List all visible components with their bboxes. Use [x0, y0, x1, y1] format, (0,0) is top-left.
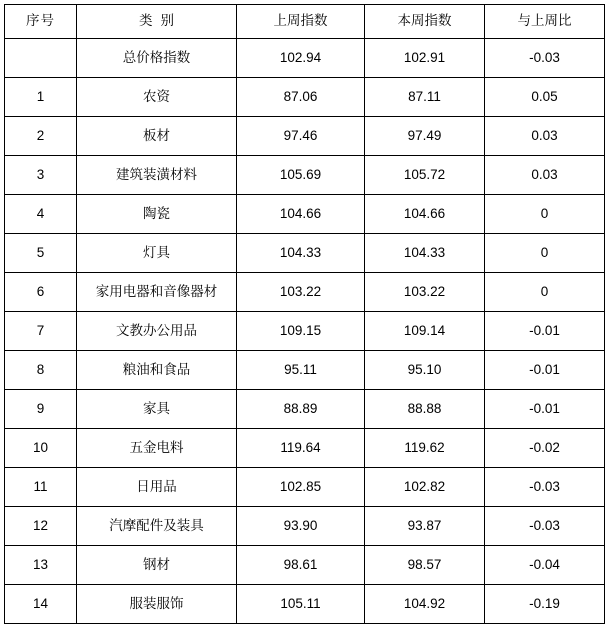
- cell-category: 农资: [77, 78, 237, 117]
- cell-this-week: 104.66: [365, 195, 485, 234]
- cell-this-week: 105.72: [365, 156, 485, 195]
- table-row: [5, 312, 605, 351]
- table-row: [5, 585, 605, 624]
- cell-change: -0.01: [485, 390, 605, 429]
- table-row: [5, 234, 605, 273]
- column-header-category-part1: 类: [139, 13, 153, 29]
- cell-category: 家用电器和音像器材: [77, 273, 237, 312]
- cell-this-week: 109.14: [365, 312, 485, 351]
- cell-change: -0.03: [485, 507, 605, 546]
- column-header-category: [77, 5, 237, 39]
- cell-last-week: 103.22: [237, 273, 365, 312]
- table-row: [5, 390, 605, 429]
- table-row: [5, 546, 605, 585]
- cell-change: -0.19: [485, 585, 605, 624]
- cell-last-week: 88.89: [237, 390, 365, 429]
- column-header-this-week: 本周指数: [365, 5, 485, 39]
- cell-seq: 1: [5, 78, 77, 117]
- table-row: [5, 156, 605, 195]
- cell-category: 汽摩配件及装具: [77, 507, 237, 546]
- table-row: [5, 429, 605, 468]
- table-row: [5, 78, 605, 117]
- cell-last-week: 93.90: [237, 507, 365, 546]
- cell-this-week: 102.82: [365, 468, 485, 507]
- cell-seq: 10: [5, 429, 77, 468]
- cell-category: 陶瓷: [77, 195, 237, 234]
- cell-change: 0.05: [485, 78, 605, 117]
- cell-category: 日用品: [77, 468, 237, 507]
- price-index-table: [4, 4, 605, 624]
- cell-last-week: 109.15: [237, 312, 365, 351]
- cell-this-week: 104.92: [365, 585, 485, 624]
- table-header: [5, 5, 605, 39]
- cell-category: 板材: [77, 117, 237, 156]
- cell-last-week: 102.85: [237, 468, 365, 507]
- cell-change: -0.03: [485, 468, 605, 507]
- cell-last-week: 97.46: [237, 117, 365, 156]
- cell-last-week: 104.33: [237, 234, 365, 273]
- cell-this-week: 119.62: [365, 429, 485, 468]
- table-row: [5, 468, 605, 507]
- cell-this-week: 95.10: [365, 351, 485, 390]
- cell-seq: 6: [5, 273, 77, 312]
- cell-change: 0: [485, 234, 605, 273]
- table-row: [5, 507, 605, 546]
- cell-change: 0.03: [485, 156, 605, 195]
- cell-category: 五金电料: [77, 429, 237, 468]
- cell-seq: 2: [5, 117, 77, 156]
- cell-this-week: 102.91: [365, 39, 485, 78]
- cell-seq: 13: [5, 546, 77, 585]
- cell-last-week: 119.64: [237, 429, 365, 468]
- table-row: [5, 351, 605, 390]
- table-row: [5, 117, 605, 156]
- cell-category: 钢材: [77, 546, 237, 585]
- cell-last-week: 104.66: [237, 195, 365, 234]
- cell-this-week: 104.33: [365, 234, 485, 273]
- cell-seq: [5, 39, 77, 78]
- cell-category: 服装服饰: [77, 585, 237, 624]
- cell-category: 家具: [77, 390, 237, 429]
- cell-last-week: 95.11: [237, 351, 365, 390]
- column-header-category-part2: 别: [160, 13, 174, 29]
- column-header-seq: 序号: [5, 5, 77, 39]
- cell-change: 0: [485, 195, 605, 234]
- cell-category: 文教办公用品: [77, 312, 237, 351]
- cell-seq: 11: [5, 468, 77, 507]
- cell-change: -0.01: [485, 351, 605, 390]
- cell-change: -0.01: [485, 312, 605, 351]
- cell-last-week: 102.94: [237, 39, 365, 78]
- cell-change: 0: [485, 273, 605, 312]
- cell-category: 建筑装潢材料: [77, 156, 237, 195]
- cell-change: -0.03: [485, 39, 605, 78]
- cell-this-week: 87.11: [365, 78, 485, 117]
- table-row: [5, 273, 605, 312]
- cell-change: 0.03: [485, 117, 605, 156]
- column-header-last-week: 上周指数: [237, 5, 365, 39]
- cell-category: 粮油和食品: [77, 351, 237, 390]
- column-header-change: 与上周比: [485, 5, 605, 39]
- cell-this-week: 97.49: [365, 117, 485, 156]
- cell-seq: 8: [5, 351, 77, 390]
- cell-last-week: 87.06: [237, 78, 365, 117]
- cell-seq: 9: [5, 390, 77, 429]
- cell-last-week: 105.69: [237, 156, 365, 195]
- cell-change: -0.02: [485, 429, 605, 468]
- cell-seq: 12: [5, 507, 77, 546]
- table-row: [5, 195, 605, 234]
- cell-category: 灯具: [77, 234, 237, 273]
- table-row: [5, 39, 605, 78]
- cell-change: -0.04: [485, 546, 605, 585]
- cell-category: 总价格指数: [77, 39, 237, 78]
- cell-this-week: 103.22: [365, 273, 485, 312]
- table-header-row: [5, 5, 605, 39]
- cell-seq: 14: [5, 585, 77, 624]
- cell-seq: 4: [5, 195, 77, 234]
- cell-this-week: 93.87: [365, 507, 485, 546]
- cell-this-week: 88.88: [365, 390, 485, 429]
- cell-seq: 3: [5, 156, 77, 195]
- cell-seq: 5: [5, 234, 77, 273]
- cell-seq: 7: [5, 312, 77, 351]
- table-body: [5, 39, 605, 624]
- cell-this-week: 98.57: [365, 546, 485, 585]
- cell-last-week: 98.61: [237, 546, 365, 585]
- cell-last-week: 105.11: [237, 585, 365, 624]
